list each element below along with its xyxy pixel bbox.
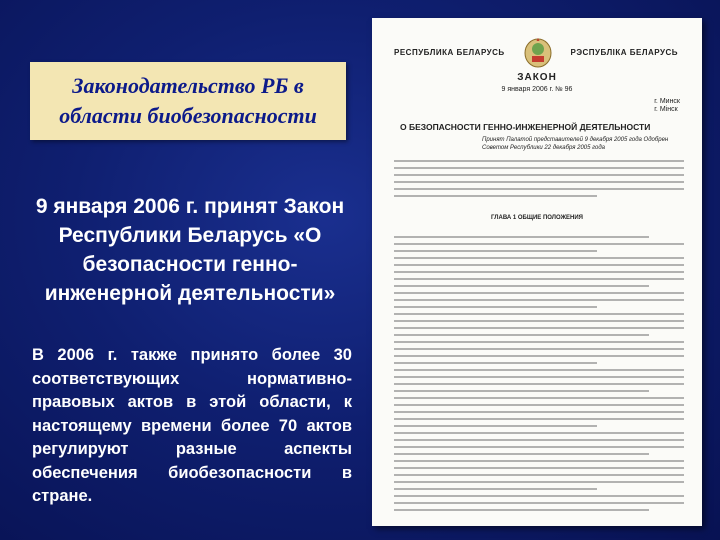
doc-title: О БЕЗОПАСНОСТИ ГЕННО-ИНЖЕНЕРНОЙ ДЕЯТЕЛЬНОСТИ xyxy=(400,122,651,132)
doc-header-right: РЭСПУБЛІКА БЕЛАРУСЬ xyxy=(570,48,678,57)
doc-city xyxy=(654,98,680,114)
doc-adopted-note: Принят Палатой представителей 9 декабря 2005 года Одобрен Советом Республики 22 декабря 2005 года xyxy=(482,137,669,151)
doc-chapter-heading: ГЛАВА 1 ОБЩИЕ ПОЛОЖЕНИЯ xyxy=(491,215,583,221)
doc-city-line: г. Мінск xyxy=(654,106,678,113)
slide-lead-text: 9 января 2006 г. принят Закон Республики Беларусь «О безопасности генно-инженерной деятельности» xyxy=(35,195,345,305)
doc-city-line: г. Минск xyxy=(654,98,680,105)
slide-title-box xyxy=(30,62,346,140)
doc-law-label: ЗАКОН xyxy=(517,72,557,83)
slide-title: Законодательство РБ в области биобезопасности xyxy=(59,73,317,128)
law-document-image xyxy=(372,18,702,526)
doc-article-lines xyxy=(394,236,684,516)
doc-preamble-lines xyxy=(394,160,684,202)
slide-body-text: В 2006 г. также принято более 30 соответствующих нормативно-правовых актов в этой области, к настоящему времени более 70 актов регулируют разные аспекты обеспечения биобезопасности в стране. xyxy=(32,346,352,505)
doc-header-left: РЕСПУБЛИКА БЕЛАРУСЬ xyxy=(394,48,505,57)
state-emblem-icon xyxy=(523,36,553,68)
doc-date: 9 января 2006 г. № 96 xyxy=(501,86,573,93)
